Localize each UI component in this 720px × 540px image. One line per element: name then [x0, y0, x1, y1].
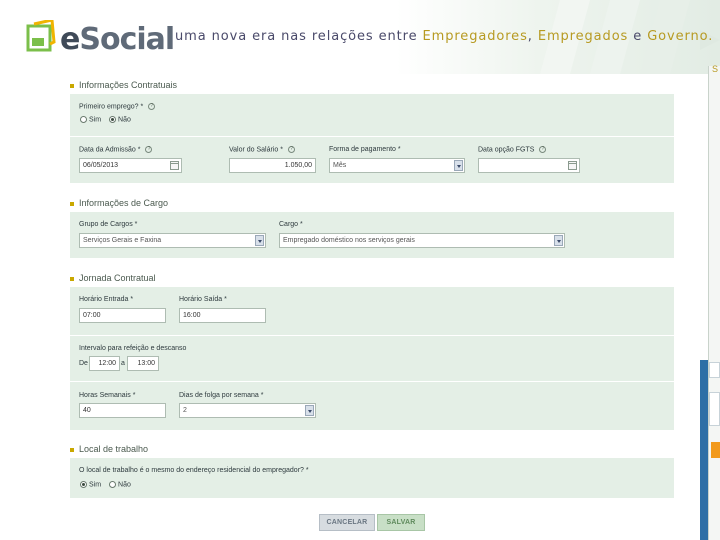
- exit-time-label: Horário Saída *: [179, 296, 227, 303]
- side-panel-char: S: [712, 64, 719, 74]
- workplace-radio-sim[interactable]: [80, 481, 87, 488]
- break-label: Intervalo para refeição e descanso: [79, 345, 187, 352]
- weekly-hours-input[interactable]: 40: [79, 403, 166, 418]
- break-from-label: De: [79, 360, 88, 367]
- side-panel: [708, 66, 720, 540]
- exit-time-input[interactable]: 16:00: [179, 308, 266, 323]
- days-off-value: 2: [183, 407, 187, 414]
- section-bullet-icon: [70, 84, 74, 88]
- entry-time-input[interactable]: 07:00: [79, 308, 166, 323]
- payment-method-select[interactable]: [329, 158, 465, 173]
- chevron-down-icon[interactable]: [305, 405, 314, 416]
- section-title-workplace: [70, 444, 148, 454]
- fgts-date-label: [478, 146, 546, 153]
- help-icon[interactable]: ?: [148, 103, 155, 110]
- days-off-select[interactable]: [179, 403, 316, 418]
- admission-date-label-text: Data da Admissão *: [79, 146, 141, 154]
- divider: [70, 335, 674, 336]
- weekly-hours-label: Horas Semanais *: [79, 392, 136, 399]
- side-panel-field[interactable]: [709, 362, 720, 378]
- side-panel-tab[interactable]: [711, 442, 720, 458]
- first-job-label: [79, 103, 155, 110]
- tagline-sep: ,: [527, 29, 538, 44]
- break-to-label: a: [121, 360, 125, 367]
- section-title-schedule: [70, 273, 156, 283]
- header: [0, 0, 720, 74]
- salary-label-text: Valor do Salário *: [229, 146, 283, 154]
- workplace-question: O local de trabalho é o mesmo do endereço residencial do empregador? *: [79, 467, 309, 474]
- fgts-date-input[interactable]: [478, 158, 580, 173]
- days-off-label: Dias de folga por semana *: [179, 392, 264, 399]
- tagline-empregados: Empregados: [537, 29, 629, 44]
- payment-method-label: Forma de pagamento *: [329, 146, 401, 153]
- fgts-date-label-text: Data opção FGTS: [478, 146, 535, 154]
- chevron-down-icon[interactable]: [255, 235, 264, 246]
- logo-e: e: [60, 22, 80, 57]
- save-button[interactable]: SALVAR: [377, 514, 425, 531]
- break-from-input[interactable]: 12:00: [89, 356, 120, 371]
- section-title-contractual: [70, 80, 177, 90]
- admission-date-value: 06/05/2013: [83, 162, 119, 169]
- first-job-radio-group: [80, 116, 131, 123]
- workplace-nao-label: Não: [118, 481, 131, 489]
- break-to-input[interactable]: 13:00: [127, 356, 159, 371]
- entry-time-label: Horário Entrada *: [79, 296, 134, 303]
- section-bullet-icon: [70, 202, 74, 206]
- cancel-button[interactable]: CANCELAR: [319, 514, 375, 531]
- workplace-radio-group: [80, 481, 131, 488]
- section-position-label: Informações de Cargo: [79, 198, 169, 208]
- calendar-icon[interactable]: [170, 161, 179, 170]
- logo-wordmark: [60, 22, 174, 57]
- logo-mark-icon: [26, 20, 56, 54]
- admission-date-label: [79, 146, 152, 153]
- first-job-nao-label: Não: [118, 116, 131, 124]
- tagline-governo: Governo.: [647, 29, 714, 44]
- logo-social: Social: [79, 22, 175, 57]
- section-bullet-icon: [70, 277, 74, 281]
- first-job-radio-nao[interactable]: [109, 116, 116, 123]
- help-icon[interactable]: ?: [288, 146, 295, 153]
- section-schedule-label: Jornada Contratual: [79, 273, 156, 283]
- divider: [70, 136, 674, 137]
- tagline-prefix: uma nova era nas relações entre: [175, 29, 423, 44]
- admission-date-input[interactable]: [79, 158, 182, 173]
- salary-input[interactable]: 1.050,00: [229, 158, 316, 173]
- chevron-down-icon[interactable]: [454, 160, 463, 171]
- job-role-value: Empregado doméstico nos serviços gerais: [283, 237, 415, 244]
- section-bullet-icon: [70, 448, 74, 452]
- workplace-radio-nao[interactable]: [109, 481, 116, 488]
- section-workplace-label: Local de trabalho: [79, 444, 149, 454]
- side-panel-box[interactable]: [709, 392, 720, 426]
- tagline: [175, 29, 713, 44]
- tagline-and: e: [628, 29, 648, 44]
- panel-schedule: [70, 287, 674, 430]
- help-icon[interactable]: ?: [539, 146, 546, 153]
- chevron-down-icon[interactable]: [554, 235, 563, 246]
- panel-workplace: [70, 458, 674, 498]
- job-group-value: Serviços Gerais e Faxina: [83, 237, 162, 244]
- first-job-sim-label: Sim: [89, 116, 102, 124]
- job-role-label: Cargo *: [279, 221, 303, 228]
- job-role-select[interactable]: [279, 233, 565, 248]
- payment-method-value: Mês: [333, 162, 347, 169]
- job-group-select[interactable]: [79, 233, 266, 248]
- section-title-position: [70, 198, 168, 208]
- first-job-radio-sim[interactable]: [80, 116, 87, 123]
- section-contractual-label: Informações Contratuais: [79, 80, 178, 90]
- help-icon[interactable]: ?: [145, 146, 152, 153]
- panel-position: [70, 212, 674, 258]
- job-group-label: Grupo de Cargos *: [79, 221, 138, 228]
- calendar-icon[interactable]: [568, 161, 577, 170]
- tagline-empregadores: Empregadores: [422, 29, 528, 44]
- divider: [70, 381, 674, 382]
- scrollbar[interactable]: [700, 360, 708, 540]
- first-job-label-text: Primeiro emprego? *: [79, 103, 144, 111]
- workplace-sim-label: Sim: [89, 481, 102, 489]
- esocial-logo[interactable]: [26, 20, 175, 60]
- panel-contractual: [70, 94, 674, 183]
- salary-label: [229, 146, 295, 153]
